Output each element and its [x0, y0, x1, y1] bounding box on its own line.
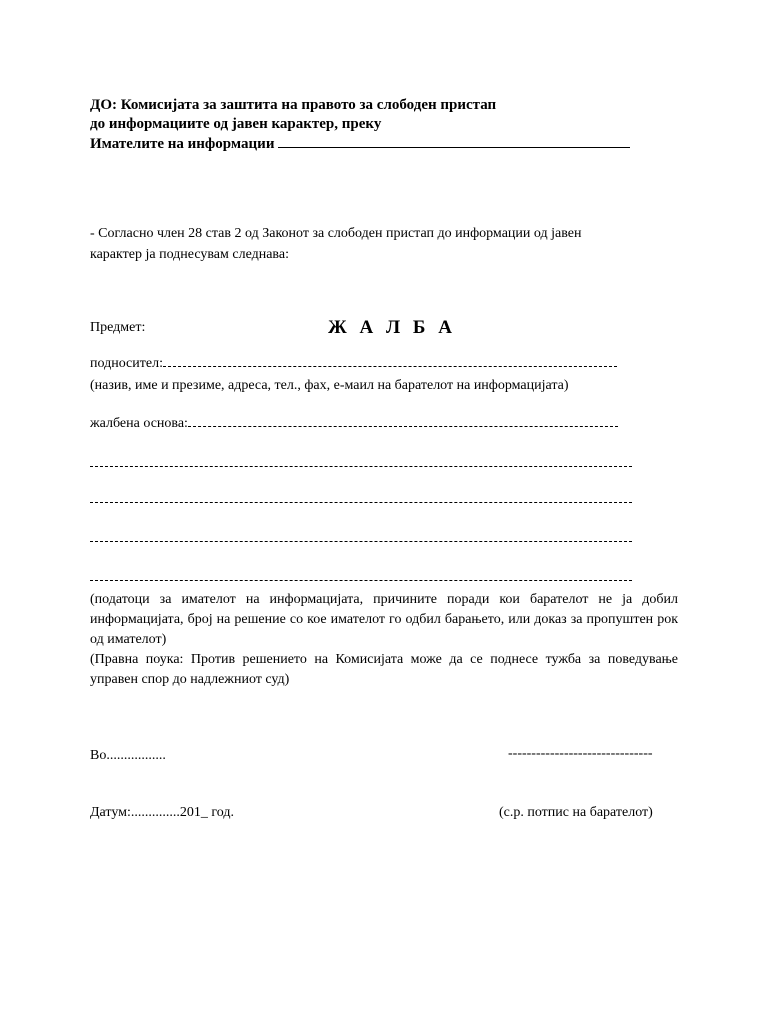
- subject-label: Предмет:: [90, 320, 146, 335]
- intro-line-1: - Согласно член 28 став 2 од Законот за слободен пристап до информации од јавен: [90, 226, 582, 241]
- signature-caption: (с.р. потпис на барателот): [499, 805, 653, 820]
- grounds-note: (податоци за имателот на информацијата, причините поради кои барателот не ја добил информацијата, број на решение со кое имателот го одбил барањето, или доказ за пропуштен рок од имателот): [90, 592, 678, 647]
- grounds-row: [90, 415, 618, 433]
- header-line-3: [90, 134, 630, 153]
- holder-fill-line: [278, 134, 630, 148]
- header-line-1: ДО: Комисијата за заштита на правото за слободен пристап: [90, 97, 497, 113]
- grounds-fill-line: [188, 415, 618, 427]
- grounds-line-4: [90, 541, 632, 542]
- intro-line-2: карактер ја поднесувам следнава:: [90, 247, 289, 262]
- applicant-row: [90, 355, 617, 373]
- grounds-line-2: [90, 466, 632, 467]
- grounds-line-5: [90, 580, 632, 581]
- signature-line: -------------------------------: [508, 746, 653, 761]
- header-line-2: до информациите од јавен карактер, преку: [90, 116, 382, 132]
- document-title: Ж А Л Б А: [328, 317, 456, 338]
- header-line-3-text: Имателите на информации: [90, 136, 275, 152]
- grounds-line-3: [90, 502, 632, 503]
- date-field: Датум:..............201_ год.: [90, 805, 235, 820]
- applicant-hint: (назив, име и презиме, адреса, тел., фах, е-маил на барателот на информацијата): [90, 378, 569, 393]
- legal-instruction: (Правна поука: Против решението на Комисијата може да се поднесе тужба за поведување управен спор до надлежниот суд): [90, 652, 678, 687]
- applicant-fill-line: [163, 355, 617, 367]
- place-field: Во.................: [90, 748, 166, 763]
- grounds-label: жалбена основа:: [90, 416, 188, 431]
- applicant-label: подносител:: [90, 356, 163, 371]
